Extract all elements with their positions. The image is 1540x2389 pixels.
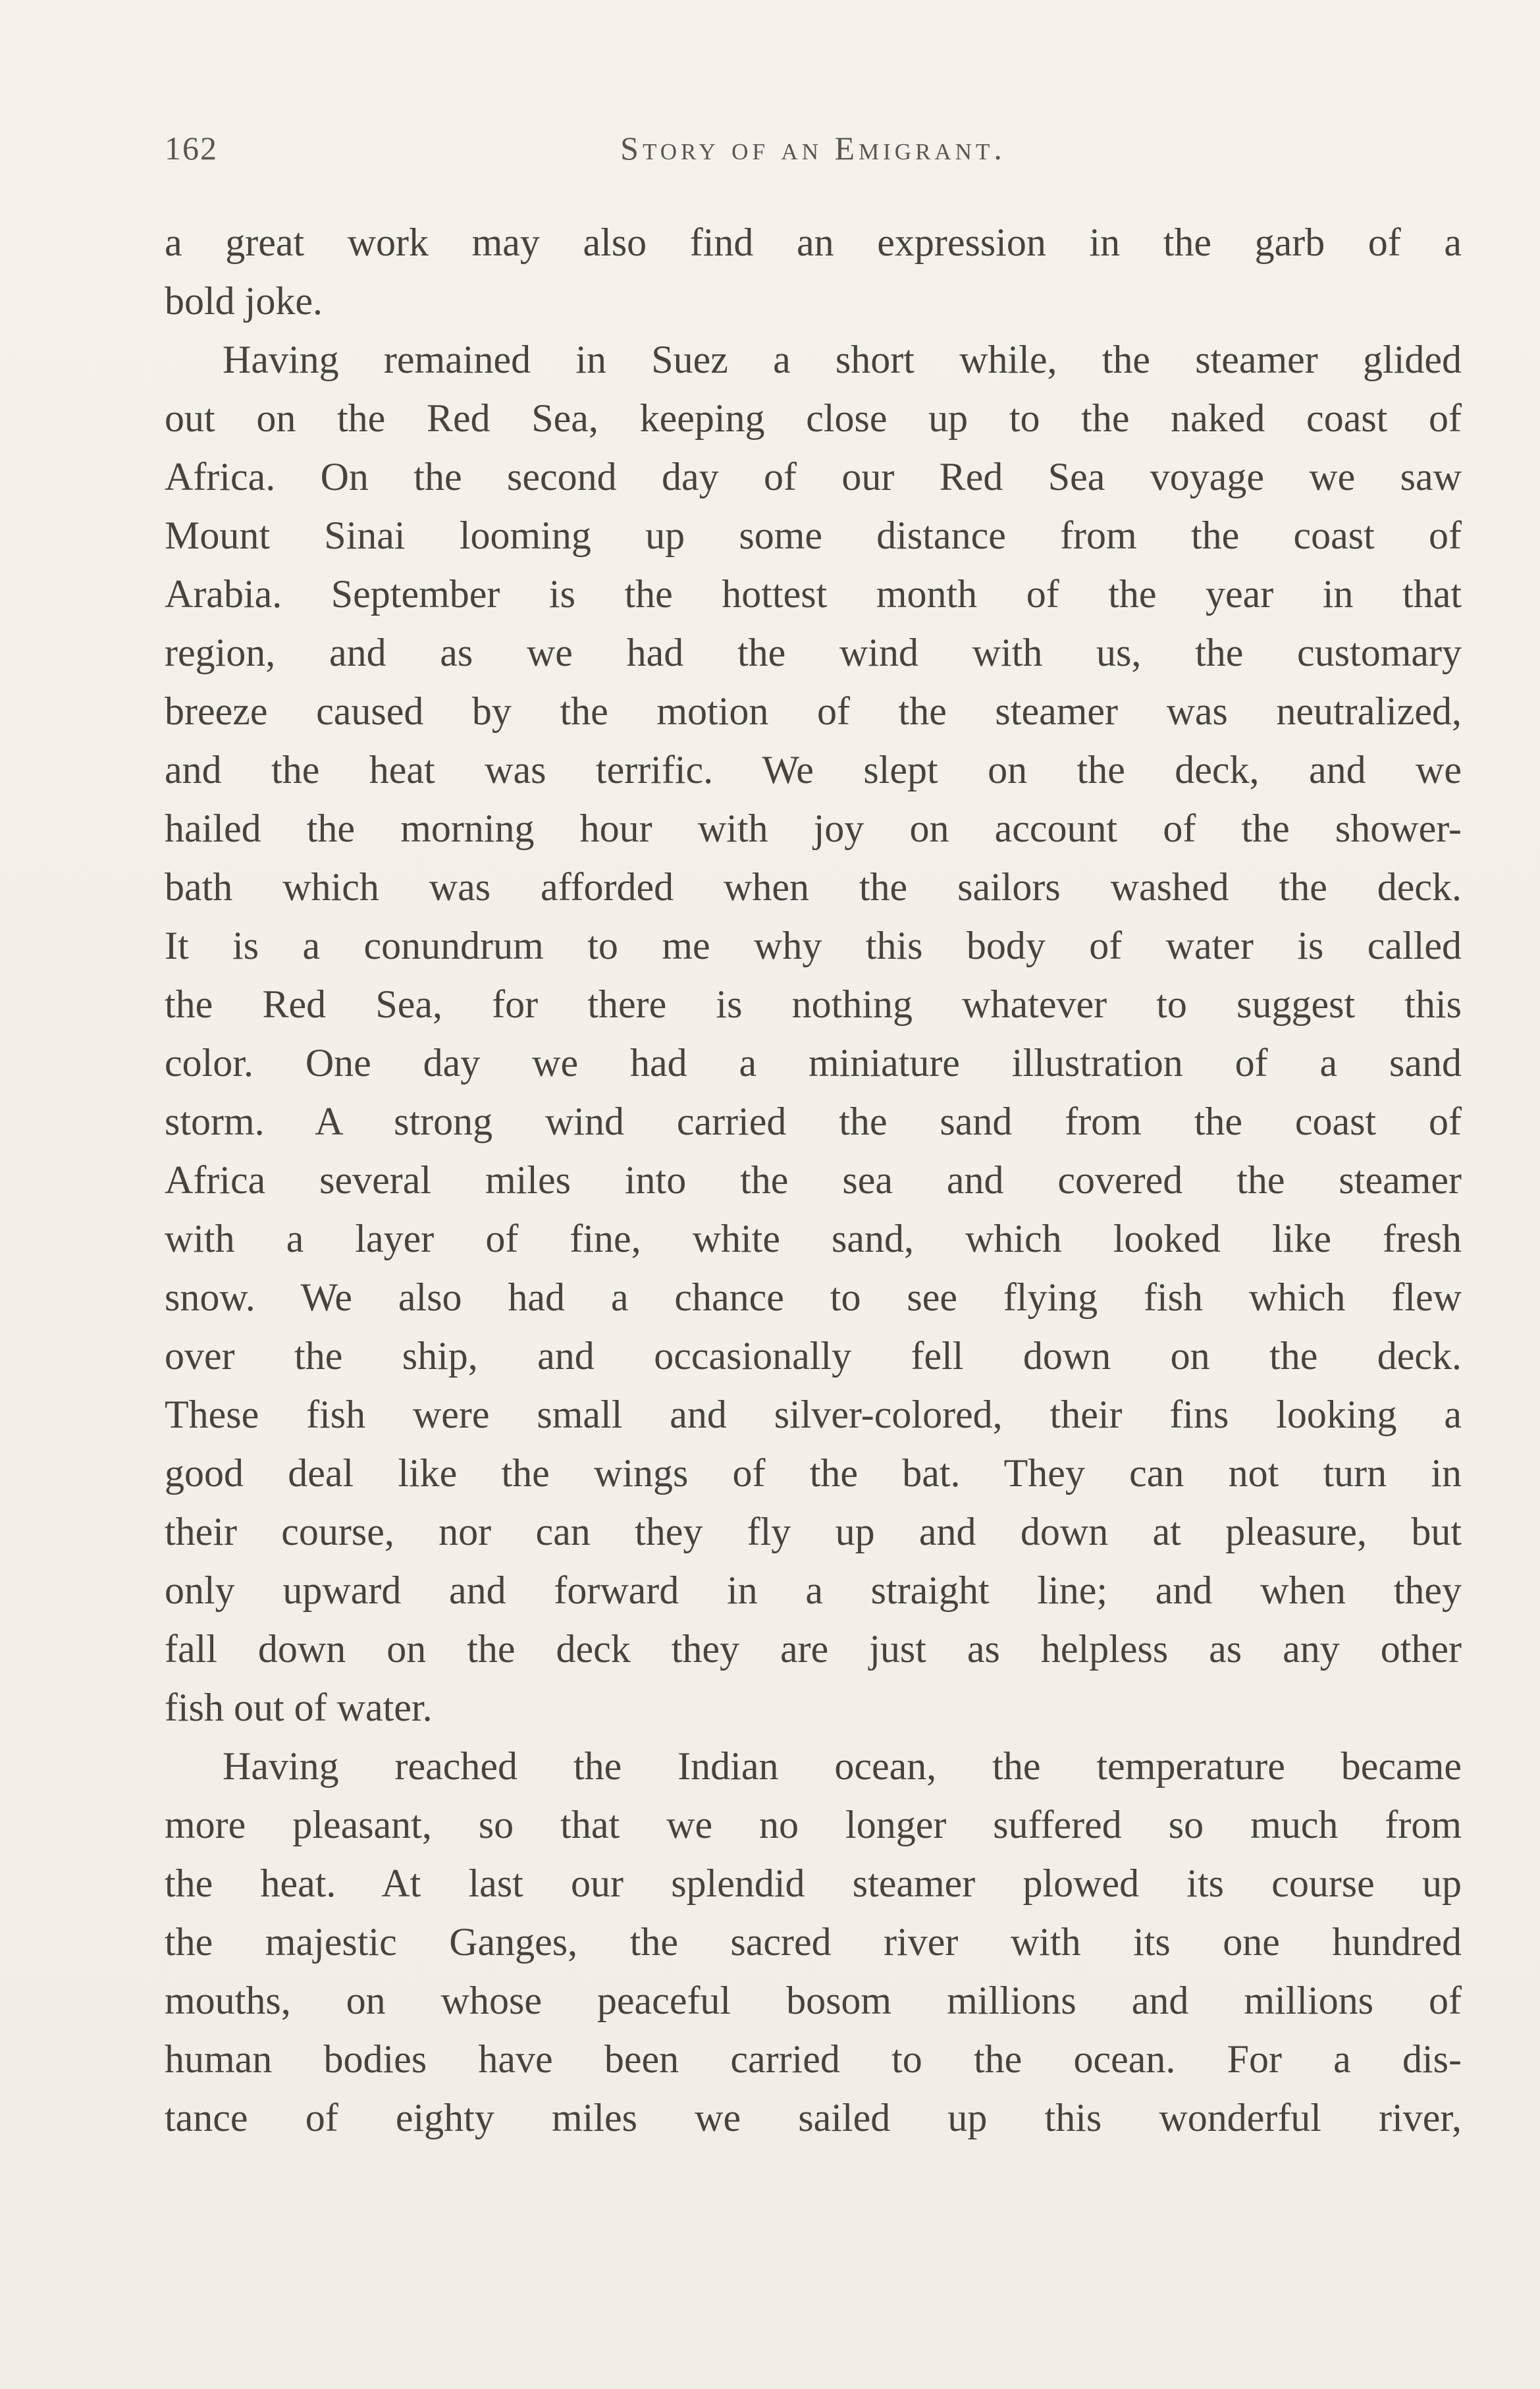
text-line: fish out of water. <box>165 1686 433 1729</box>
text-line: bath which was afforded when the sailors washed the deck. <box>165 865 1462 909</box>
text-line: more pleasant, so that we no longer suffered so much from <box>165 1803 1462 1846</box>
text-line: Arabia. September is the hottest month of the year in that <box>165 572 1462 616</box>
text-line: and the heat was terrific. We slept on the deck, and we <box>165 748 1462 792</box>
text-line: the majestic Ganges, the sacred river with its one hundred <box>165 1920 1462 1964</box>
page-number: 162 <box>165 130 218 167</box>
text-line: These fish were small and silver-colored, their fins looking a <box>165 1393 1462 1436</box>
text-line: storm. A strong wind carried the sand from the coast of <box>165 1100 1462 1143</box>
text-line: color. One day we had a miniature illustration of a sand <box>165 1041 1462 1085</box>
text-line: tance of eighty miles we sailed up this wonderful river, <box>165 2096 1462 2139</box>
text-line: only upward and forward in a straight line; and when they <box>165 1569 1462 1612</box>
text-line: Africa. On the second day of our Red Sea voyage we saw <box>165 455 1462 498</box>
body-text <box>165 213 1462 2147</box>
running-head: Story of an Emigrant. <box>620 130 1006 167</box>
page-header <box>165 129 1462 175</box>
text-line: their course, nor can they fly up and down at pleasure, but <box>165 1510 1462 1553</box>
text-line: snow. We also had a chance to see flying fish which flew <box>165 1275 1462 1319</box>
text-line: Having remained in Suez a short while, the steamer glided <box>223 338 1462 381</box>
text-line: the Red Sea, for there is nothing whatever to suggest this <box>165 982 1462 1026</box>
text-line: Having reached the Indian ocean, the temperature became <box>223 1744 1462 1788</box>
text-line: over the ship, and occasionally fell down on the deck. <box>165 1334 1462 1378</box>
text-line: Africa several miles into the sea and covered the steamer <box>165 1158 1462 1202</box>
text-line: a great work may also find an expression in the garb of a <box>165 221 1462 264</box>
text-line: hailed the morning hour with joy on account of the shower- <box>165 807 1462 850</box>
text-line: with a layer of fine, white sand, which looked like fresh <box>165 1217 1462 1260</box>
text-line: Mount Sinai looming up some distance from the coast of <box>165 514 1462 557</box>
text-line: breeze caused by the motion of the steamer was neutralized, <box>165 689 1462 733</box>
text-line: bold joke. <box>165 279 323 323</box>
text-line: human bodies have been carried to the ocean. For a dis- <box>165 2037 1462 2081</box>
text-line: the heat. At last our splendid steamer plowed its course up <box>165 1862 1462 1905</box>
text-line: good deal like the wings of the bat. They can not turn in <box>165 1451 1462 1495</box>
text-line: mouths, on whose peaceful bosom millions and millions of <box>165 1979 1462 2022</box>
text-line: fall down on the deck they are just as helpless as any other <box>165 1627 1462 1671</box>
text-line: out on the Red Sea, keeping close up to the naked coast of <box>165 396 1462 440</box>
text-line: region, and as we had the wind with us, the customary <box>165 631 1462 674</box>
text-line: It is a conundrum to me why this body of water is called <box>165 924 1462 967</box>
